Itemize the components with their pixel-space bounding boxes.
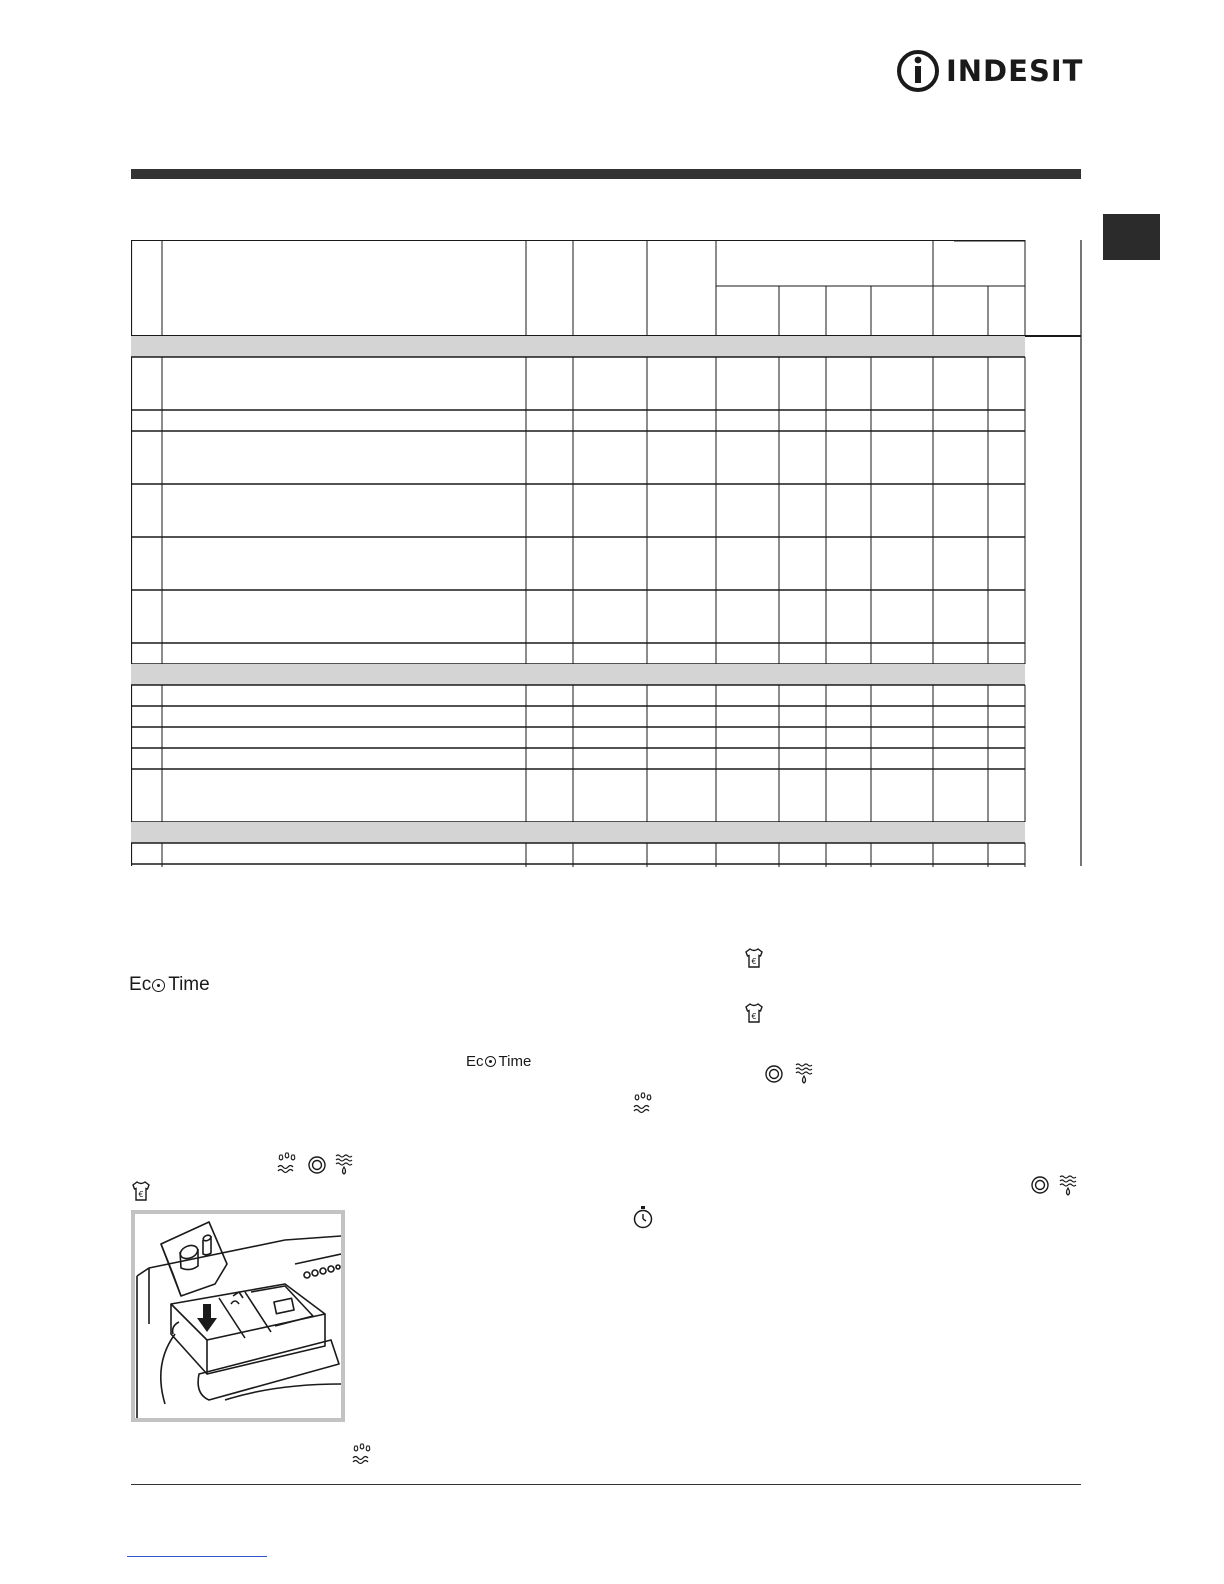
language-tab (1103, 214, 1160, 260)
table-group-band (131, 822, 1025, 843)
spin-icon (307, 1155, 327, 1175)
drain-icon (334, 1153, 354, 1177)
programme-table (131, 240, 1082, 867)
footer-rule (131, 1484, 1081, 1485)
tshirt-icon (744, 947, 764, 969)
table-group-band (131, 664, 1025, 685)
tshirt-icon (744, 1002, 764, 1024)
detergent-drawer-illustration (131, 1210, 345, 1422)
brand-logo-mark (896, 49, 940, 93)
footer-link-underline[interactable] (127, 1556, 267, 1557)
spin-icon (764, 1064, 784, 1084)
brand-name: INDESIT (946, 54, 1084, 88)
drain-icon (794, 1062, 814, 1086)
ecotime-logo: E c Time (129, 974, 210, 995)
svg-text:€: € (751, 1012, 757, 1021)
drain-icon (1058, 1174, 1078, 1198)
brand-logo (896, 48, 1083, 94)
detergent-drawer-drawing (135, 1214, 341, 1418)
header-rule (131, 169, 1081, 179)
rinse-icon (351, 1443, 373, 1465)
svg-text:€: € (751, 957, 757, 966)
table-group-band (131, 336, 1025, 357)
rinse-icon (276, 1152, 298, 1174)
svg-text:€: € (138, 1190, 144, 1199)
rinse-icon (632, 1092, 654, 1114)
spin-icon (1030, 1175, 1050, 1195)
tshirt-icon (131, 1180, 151, 1202)
ecotime-logo: E c Time (466, 1053, 532, 1070)
timer-icon (632, 1205, 654, 1229)
